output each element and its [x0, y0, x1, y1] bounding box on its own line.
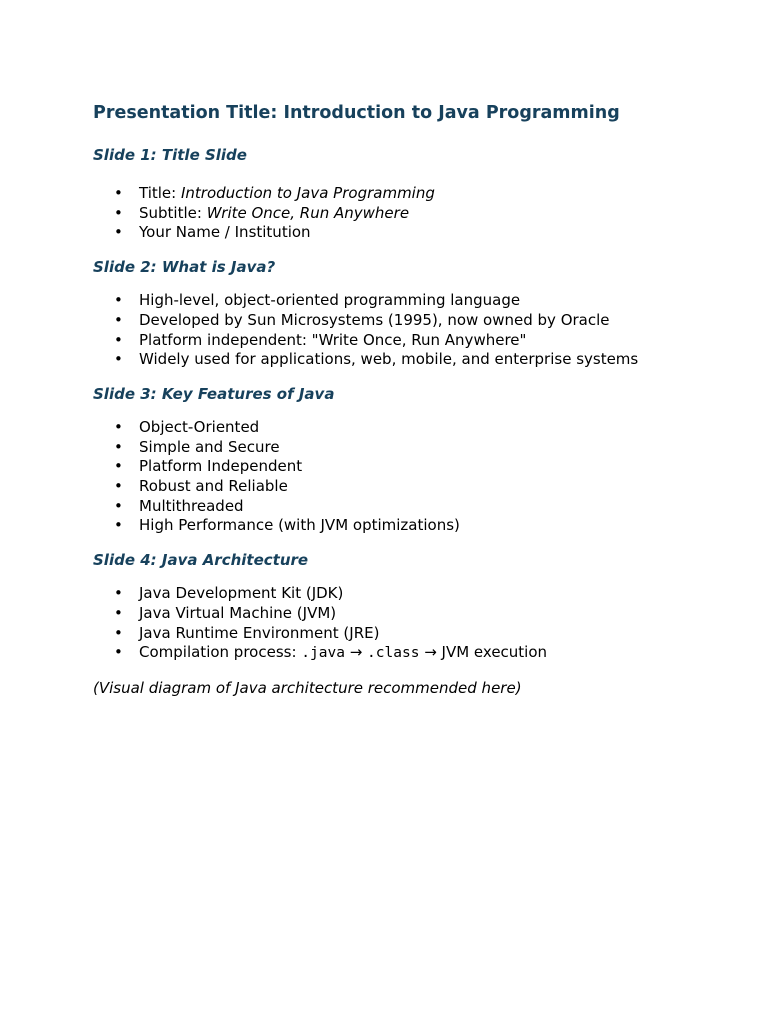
list-item: • Platform independent: "Write Once, Run Anywhere": [93, 331, 713, 351]
list-item: [93, 223, 713, 243]
list-item: • High Performance (with JVM optimizations): [93, 516, 713, 536]
compilation-label: Compilation process:: [139, 643, 302, 662]
list-item: [93, 204, 713, 224]
list-item: • High-level, object-oriented programming language: [93, 291, 713, 311]
diagram-note: (Visual diagram of Java architecture recommended here): [93, 678, 522, 697]
slide-4-list: [93, 584, 713, 664]
list-item-emphasis: Write Once, Run Anywhere: [206, 203, 410, 222]
list-item-label: Title:: [139, 184, 181, 202]
slide-1-list: [93, 184, 713, 243]
list-item: • Multithreaded: [93, 497, 713, 517]
compilation-tail: → JVM execution: [419, 643, 548, 662]
slide-1-heading: Slide 1: Title Slide: [93, 146, 247, 164]
list-item: • Java Development Kit (JDK): [93, 584, 713, 604]
list-item-label: Subtitle:: [139, 203, 207, 222]
list-item-compilation: [93, 643, 713, 664]
document-page: [93, 101, 713, 698]
list-item: • Developed by Sun Microsystems (1995), now owned by Oracle: [93, 311, 713, 331]
list-item: • Java Runtime Environment (JRE): [93, 624, 713, 644]
document-title: Presentation Title: Introduction to Java Programming: [93, 103, 620, 123]
slide-3-heading: Slide 3: Key Features of Java: [93, 384, 335, 403]
list-item: [93, 184, 713, 204]
java-extension-code: .java: [301, 645, 345, 662]
list-item: • Simple and Secure: [93, 438, 713, 458]
slide-4-heading: Slide 4: Java Architecture: [93, 551, 309, 570]
slide-2-list: [93, 291, 713, 370]
list-item: • Widely used for applications, web, mobile, and enterprise systems: [93, 350, 713, 370]
slide-2-heading: Slide 2: What is Java?: [93, 258, 276, 277]
list-item: • Java Virtual Machine (JVM): [93, 604, 713, 624]
list-item: • Robust and Reliable: [93, 477, 713, 497]
list-item: • Object-Oriented: [93, 418, 713, 438]
slide-3-list: [93, 418, 713, 536]
class-extension-code: .class: [367, 645, 420, 662]
list-item: • Platform Independent: [93, 457, 713, 477]
list-item-emphasis: Introduction to Java Programming: [180, 184, 435, 202]
arrow: →: [344, 643, 368, 662]
list-item-label: Your Name / Institution: [139, 223, 311, 242]
